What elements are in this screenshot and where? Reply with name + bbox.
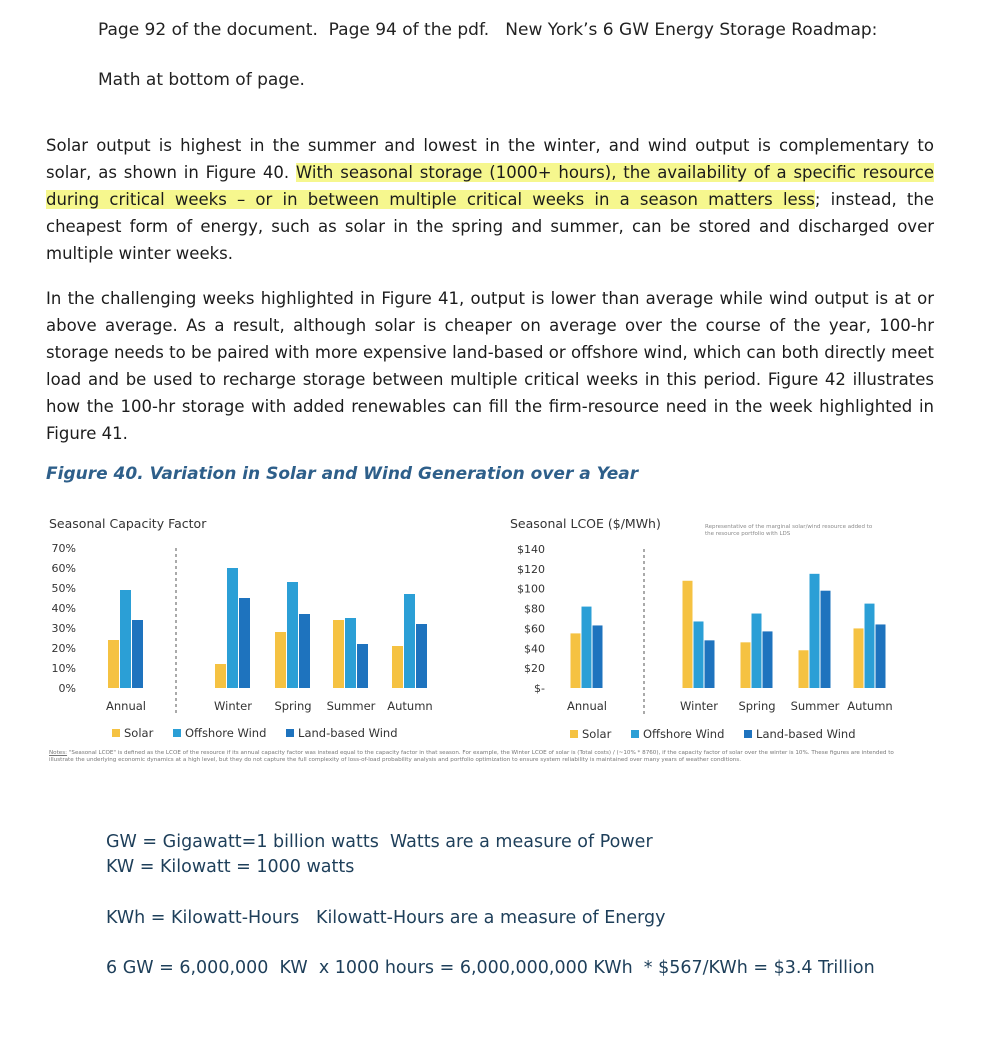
- x-tick-label: Autumn: [847, 699, 893, 713]
- header-line-1: Page 92 of the document. Page 94 of the pdf. New York’s 6 GW Energy Storage Roadmap:: [98, 20, 878, 40]
- bar-offshore-winter: [694, 621, 704, 688]
- y-tick-label: $100: [517, 582, 545, 596]
- header-line-2: Math at bottom of page.: [98, 70, 305, 90]
- x-tick-label: Winter: [214, 699, 252, 713]
- y-tick-label: 20%: [51, 642, 76, 655]
- bar-solar-winter: [683, 581, 693, 688]
- legend-label-landbased: Land-based Wind: [756, 727, 856, 741]
- figure-notes: [49, 750, 909, 764]
- y-tick-label: 60%: [51, 562, 76, 575]
- chart-1-legend: [112, 726, 414, 740]
- bar-landbased-spring: [763, 631, 773, 688]
- bar-landbased-spring: [299, 614, 310, 688]
- y-tick-label: $20: [524, 662, 545, 676]
- bar-solar-annual: [571, 633, 581, 688]
- bar-solar-annual: [108, 640, 119, 688]
- legend-item-landbased: [744, 727, 855, 741]
- figure-title: Figure 40. Variation in Solar and Wind Generation over a Year: [46, 464, 639, 484]
- bar-landbased-winter: [239, 598, 250, 688]
- legend-swatch-offshore: [631, 730, 639, 738]
- y-tick-label: 10%: [51, 662, 76, 675]
- y-tick-label: $60: [524, 622, 545, 636]
- x-tick-label: Annual: [106, 699, 146, 713]
- legend-label-offshore: Offshore Wind: [642, 727, 725, 741]
- bar-landbased-annual: [132, 620, 143, 688]
- legend-label-landbased: Land-based Wind: [298, 726, 398, 740]
- legend-item-offshore: [173, 726, 266, 740]
- bar-offshore-summer: [810, 574, 820, 688]
- bar-offshore-spring: [287, 582, 298, 688]
- y-tick-label: 50%: [51, 582, 76, 595]
- paragraph-1-after: ; instead, the cheapest form of energy, such as solar in the spring and summer, can be stored and discharged over multiple winter weeks.: [46, 190, 934, 263]
- chart-2-legend: [570, 727, 872, 741]
- x-tick-label: Summer: [326, 699, 376, 713]
- y-tick-label: $80: [524, 602, 545, 616]
- x-tick-label: Autumn: [387, 699, 433, 713]
- chart-2-title: Seasonal LCOE ($/MWh): [510, 516, 661, 531]
- x-tick-label: Winter: [680, 699, 718, 713]
- paragraph-1-highlight: With seasonal storage (1000+ hours), the availability of a specific resource during critical weeks – or in between multiple critical weeks in a season matters less: [46, 163, 934, 209]
- chart-2-annotation: Representative of the marginal solar/wind resource added to the resource portfolio with LDS: [705, 524, 873, 537]
- notes-text: "Seasonal LCOE" is defined as the LCOE of the resource if its annual capacity factor was instead equal to the capacity factor in that season. For example, the Winter LCOE of solar is (Total costs) / (~10% * 8760), if the capacity factor of solar over the winter is 10%. These figures are intended to illustrate the underlying economic dynamics at a high level, but they do not capture the full complexity of loss-of-load probability analysis and portfolio optimization to ensure system reliability is maintained over many years of weather conditions.: [49, 750, 894, 763]
- y-tick-label: $40: [524, 642, 545, 656]
- bar-solar-autumn: [854, 628, 864, 688]
- bar-solar-summer: [333, 620, 344, 688]
- legend-item-landbased: [286, 726, 397, 740]
- bar-offshore-autumn: [865, 604, 875, 688]
- y-tick-label: 30%: [51, 622, 76, 635]
- chart-1-title: Seasonal Capacity Factor: [49, 516, 207, 531]
- legend-item-solar: [112, 726, 153, 740]
- legend-swatch-landbased: [286, 729, 294, 737]
- bar-landbased-autumn: [416, 624, 427, 688]
- x-tick-label: Annual: [567, 699, 607, 713]
- bar-offshore-annual: [120, 590, 131, 688]
- paragraph-1-before: Solar output is highest in the summer and lowest in the winter, and wind output is complementary to solar, as shown in Figure 40.: [46, 136, 934, 182]
- math-line-2: KW = Kilowatt = 1000 watts: [106, 857, 355, 877]
- y-tick-label: 0%: [58, 682, 76, 695]
- bar-offshore-summer: [345, 618, 356, 688]
- bar-solar-winter: [215, 664, 226, 688]
- y-tick-label: 40%: [51, 602, 76, 615]
- bar-solar-summer: [799, 650, 809, 688]
- legend-swatch-landbased: [744, 730, 752, 738]
- bar-solar-spring: [275, 632, 286, 688]
- x-tick-label: Summer: [790, 699, 840, 713]
- bar-landbased-summer: [821, 591, 831, 688]
- x-tick-label: Spring: [274, 699, 312, 713]
- paragraph-2: In the challenging weeks highlighted in Figure 41, output is lower than average while wind output is at or above average. As a result, although solar is cheaper on average over the course of the year, 100-hr storage needs to be paired with more expensive land-based or offshore wind, which can both directly meet load and be used to recharge storage between multiple critical weeks in this period. Figure 42 illustrates how the 100-hr storage with added renewables can fill the firm-resource need in the week highlighted in Figure 41.: [46, 289, 934, 443]
- legend-label-solar: Solar: [582, 727, 612, 741]
- bar-offshore-annual: [582, 607, 592, 688]
- y-tick-label: $140: [517, 543, 545, 556]
- bar-solar-autumn: [392, 646, 403, 688]
- notes-label: Notes:: [49, 750, 68, 756]
- legend-label-solar: Solar: [124, 726, 154, 740]
- y-tick-label: $120: [517, 562, 545, 576]
- bar-landbased-annual: [593, 625, 603, 688]
- y-tick-label: 70%: [51, 542, 76, 555]
- bar-offshore-spring: [752, 614, 762, 688]
- bar-landbased-summer: [357, 644, 368, 688]
- math-line-1: GW = Gigawatt=1 billion watts Watts are a measure of Power: [106, 832, 653, 852]
- math-line-4: 6 GW = 6,000,000 KW x 1000 hours = 6,000,000,000 KWh * $567/KWh = $3.4 Trillion: [106, 958, 875, 978]
- bar-landbased-winter: [705, 640, 715, 688]
- legend-label-offshore: Offshore Wind: [184, 726, 267, 740]
- bar-landbased-autumn: [876, 624, 886, 688]
- y-tick-label: $-: [534, 682, 545, 695]
- legend-item-offshore: [631, 727, 724, 741]
- bar-offshore-autumn: [404, 594, 415, 688]
- legend-swatch-solar: [570, 730, 578, 738]
- math-line-3: KWh = Kilowatt-Hours Kilowatt-Hours are a measure of Energy: [106, 908, 666, 928]
- legend-item-solar: [570, 727, 611, 741]
- x-tick-label: Spring: [738, 699, 776, 713]
- bar-offshore-winter: [227, 568, 238, 688]
- legend-swatch-solar: [112, 729, 120, 737]
- bar-solar-spring: [741, 642, 751, 688]
- legend-swatch-offshore: [173, 729, 181, 737]
